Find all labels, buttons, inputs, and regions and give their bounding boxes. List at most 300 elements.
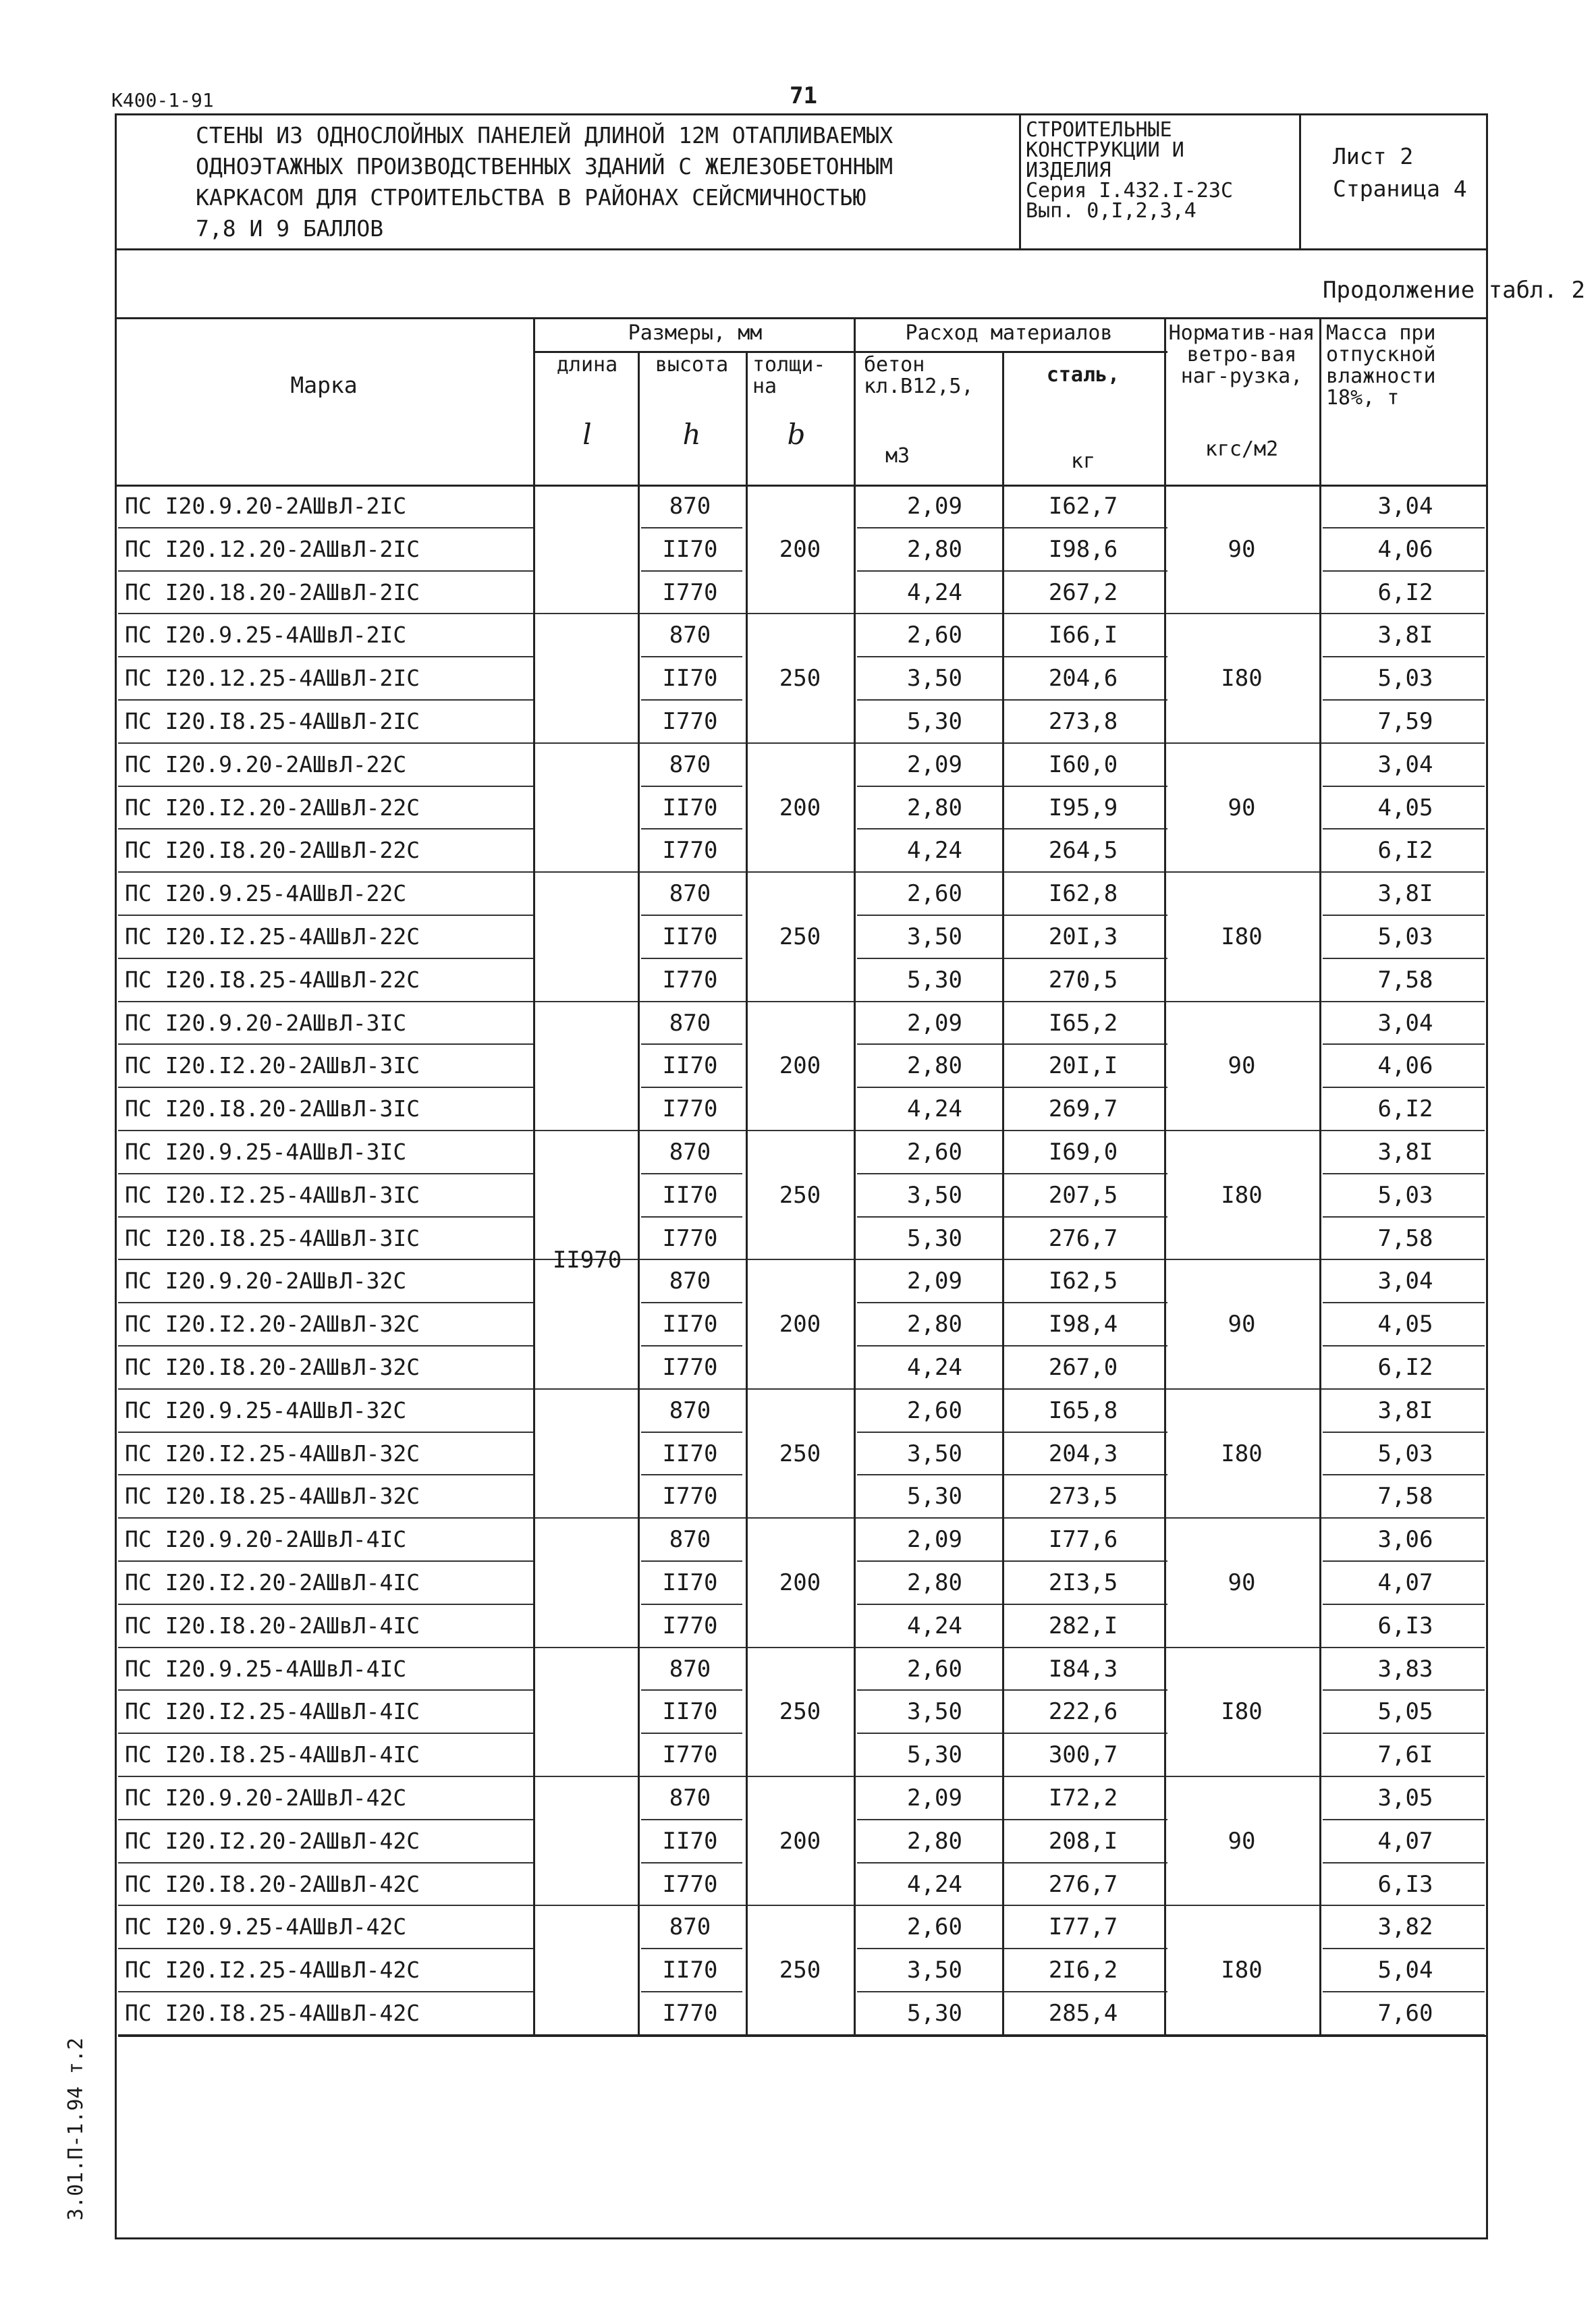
col-materials-header: Расход материалов: [905, 321, 1113, 345]
cell-mass: 5,03: [1377, 665, 1433, 692]
row-rule: [118, 1087, 533, 1088]
cell-h: II70: [662, 1698, 718, 1726]
column-rule: [638, 351, 640, 2035]
symbol-l: l: [582, 418, 592, 451]
cell-concrete: 4,24: [907, 578, 962, 606]
row-rule: [1323, 1087, 1485, 1088]
cell-mass: 4,05: [1377, 1311, 1433, 1338]
cell-concrete: 2,80: [907, 1569, 962, 1596]
cell-steel: 267,2: [1048, 578, 1118, 606]
cell-concrete: 3,50: [907, 1181, 962, 1209]
cell-h: 870: [669, 1268, 711, 1295]
row-rule: [641, 1087, 742, 1088]
column-rule: [1002, 351, 1004, 2035]
cell-steel: I66,I: [1048, 622, 1118, 649]
cell-h: I770: [662, 1741, 718, 1769]
cell-mass: 7,6I: [1377, 1741, 1433, 1769]
title-line: СТЕНЫ ИЗ ОДНОСЛОЙНЫХ ПАНЕЛЕЙ ДЛИНОЙ 12М ОТАПЛИВАЕМЫХ: [196, 122, 893, 148]
cell-mass: 3,06: [1377, 1526, 1433, 1554]
cell-steel: I62,8: [1048, 880, 1118, 908]
row-rule: [641, 1819, 742, 1820]
cell-mass: 3,04: [1377, 751, 1433, 778]
row-rule: [857, 699, 1167, 701]
cell-mark: ПС I20.9.20-2АШвЛ-32С: [125, 1268, 407, 1295]
cell-mark: ПС I20.12.25-4АШвЛ-2IС: [125, 665, 420, 692]
cell-h: II70: [662, 1827, 718, 1855]
row-rule: [118, 1647, 1485, 1648]
cell-h: II70: [662, 665, 718, 692]
cell-mass: 5,03: [1377, 1440, 1433, 1467]
row-rule: [1323, 1689, 1485, 1691]
col-height-header: высота: [655, 353, 729, 377]
col-mark-header: Марка: [290, 372, 358, 398]
row-rule: [1323, 570, 1485, 572]
row-rule: [1323, 1862, 1485, 1863]
cell-h: I770: [662, 578, 718, 606]
row-rule: [118, 1130, 1485, 1131]
cell-steel: 273,5: [1048, 1483, 1118, 1511]
cell-mark: ПС I20.9.20-2АШвЛ-22С: [125, 751, 407, 778]
cell-steel: 204,6: [1048, 665, 1118, 692]
cell-h: 870: [669, 1009, 711, 1037]
cell-mark: ПС I20.I2.25-4АШвЛ-42С: [125, 1957, 420, 1984]
header-divider: [1299, 113, 1301, 248]
row-rule: [641, 527, 742, 528]
row-rule: [1323, 1432, 1485, 1433]
cell-mark: ПС I20.9.20-2АШвЛ-3IС: [125, 1009, 407, 1036]
cell-concrete: 2,80: [907, 794, 962, 821]
cell-concrete: 2,60: [907, 1655, 962, 1683]
cell-mark: ПС I20.I2.20-2АШвЛ-42С: [125, 1827, 420, 1854]
cell-h: II70: [662, 1440, 718, 1467]
cell-concrete: 5,30: [907, 708, 962, 735]
group-wind: I80: [1221, 1181, 1263, 1209]
unit-kg: кг: [1070, 450, 1096, 473]
cell-concrete: 2,09: [907, 1268, 962, 1295]
page-label: Страница 4: [1333, 175, 1467, 202]
column-rule: [1164, 317, 1166, 2035]
cell-h: I770: [662, 708, 718, 735]
row-rule: [118, 1302, 533, 1303]
row-rule: [641, 1173, 742, 1174]
cell-mass: 7,58: [1377, 966, 1433, 994]
row-rule: [1323, 1991, 1485, 1992]
row-rule: [1323, 1043, 1485, 1045]
cell-steel: I98,4: [1048, 1311, 1118, 1338]
cell-mark: ПС I20.I8.25-4АШвЛ-3IС: [125, 1224, 420, 1251]
group-wind: 90: [1228, 1052, 1256, 1080]
unit-wind: кгс/м2: [1205, 437, 1279, 461]
cell-steel: 285,4: [1048, 2000, 1118, 2027]
row-rule: [118, 1474, 533, 1475]
cell-concrete: 4,24: [907, 1095, 962, 1123]
series-line: СТРОИТЕЛЬНЫЕ: [1026, 118, 1172, 142]
cell-steel: I84,3: [1048, 1655, 1118, 1683]
cell-mark: ПС I20.I8.25-4АШвЛ-2IС: [125, 708, 420, 734]
cell-mark: ПС I20.I2.25-4АШвЛ-4IС: [125, 1698, 420, 1725]
cell-steel: I77,7: [1048, 1913, 1118, 1941]
cell-mark: ПС I20.I8.20-2АШвЛ-3IС: [125, 1095, 420, 1122]
row-rule: [118, 1776, 1485, 1777]
row-rule: [857, 1560, 1167, 1562]
series-line: Серия I.432.I-23С: [1026, 179, 1234, 202]
row-rule: [118, 1689, 533, 1691]
col-steel-header: сталь,: [1046, 363, 1120, 387]
row-rule: [118, 1043, 533, 1045]
group-thickness: 250: [779, 923, 821, 950]
row-rule: [857, 1432, 1167, 1433]
side-code: 3.01.П-1.94 т.2: [64, 2038, 88, 2221]
row-rule: [857, 1216, 1167, 1218]
cell-h: 870: [669, 880, 711, 908]
cell-mark: ПС I20.12.20-2АШвЛ-2IС: [125, 535, 420, 562]
cell-h: 870: [669, 493, 711, 520]
row-rule: [118, 1905, 1485, 1906]
row-rule: [118, 1733, 533, 1734]
cell-mark: ПС I20.I2.20-2АШвЛ-32С: [125, 1311, 420, 1338]
cell-mass: 3,82: [1377, 1913, 1433, 1941]
cell-mass: 3,8I: [1377, 880, 1433, 908]
row-rule: [118, 1819, 533, 1820]
group-wind: I80: [1221, 923, 1263, 950]
cell-concrete: 2,60: [907, 622, 962, 649]
title-line: КАРКАСОМ ДЛЯ СТРОИТЕЛЬСТВА В РАЙОНАХ СЕЙСМИЧНОСТЬЮ: [196, 184, 866, 211]
row-rule: [857, 786, 1167, 787]
series-line: КОНСТРУКЦИИ И: [1026, 138, 1184, 162]
group-thickness: 250: [779, 1698, 821, 1726]
row-rule: [118, 1432, 533, 1433]
cell-mark: ПС I20.9.25-4АШвЛ-22С: [125, 880, 407, 907]
row-rule: [1323, 699, 1485, 701]
cell-mass: 5,04: [1377, 1957, 1433, 1984]
cell-mark: ПС I20.9.20-2АШвЛ-4IС: [125, 1526, 407, 1553]
cell-concrete: 2,80: [907, 535, 962, 563]
group-wind: I80: [1221, 1440, 1263, 1467]
cell-h: I770: [662, 1095, 718, 1123]
cell-mark: ПС I20.9.25-4АШвЛ-32С: [125, 1396, 407, 1423]
row-rule: [857, 656, 1167, 657]
series-block: [1026, 120, 1296, 221]
row-rule: [1323, 1345, 1485, 1346]
row-rule: [641, 1862, 742, 1863]
cell-mark: ПС I20.I2.20-2АШвЛ-4IС: [125, 1569, 420, 1596]
cell-mark: ПС I20.I2.25-4АШвЛ-3IС: [125, 1181, 420, 1208]
cell-steel: 282,I: [1048, 1612, 1118, 1639]
cell-steel: I60,0: [1048, 751, 1118, 778]
group-thickness: 250: [779, 1957, 821, 1984]
row-rule: [641, 1604, 742, 1605]
cell-steel: I95,9: [1048, 794, 1118, 821]
cell-mass: 6,I2: [1377, 1095, 1433, 1123]
cell-concrete: 2,09: [907, 1785, 962, 1812]
col-sizes-header: Размеры, мм: [628, 321, 763, 345]
row-rule: [118, 570, 533, 572]
cell-mass: 3,04: [1377, 1268, 1433, 1295]
row-rule: [641, 699, 742, 701]
cell-steel: 20I,I: [1048, 1052, 1118, 1080]
row-rule: [118, 699, 533, 701]
row-rule: [1323, 1733, 1485, 1734]
row-rule: [118, 1388, 1485, 1390]
subheader-rule: [857, 351, 1167, 353]
row-rule: [641, 1432, 742, 1433]
cell-h: II70: [662, 1311, 718, 1338]
header-bottom-rule: [115, 248, 1488, 250]
cell-steel: 300,7: [1048, 1741, 1118, 1769]
row-rule: [1323, 656, 1485, 657]
cell-concrete: 3,50: [907, 1440, 962, 1467]
cell-mark: ПС I20.9.25-4АШвЛ-2IС: [125, 622, 407, 649]
cell-mark: ПС I20.I8.20-2АШвЛ-32С: [125, 1354, 420, 1380]
cell-concrete: 4,24: [907, 1612, 962, 1639]
cell-h: I770: [662, 1224, 718, 1252]
cell-h: II70: [662, 1052, 718, 1080]
document-code: К400-1-91: [111, 89, 214, 111]
header-divider: [1019, 113, 1021, 248]
row-rule: [857, 1474, 1167, 1475]
cell-concrete: 3,50: [907, 665, 962, 692]
title-line: ОДНОЭТАЖНЫХ ПРОИЗВОДСТВЕННЫХ ЗДАНИЙ С ЖЕЛЕЗОБЕТОННЫМ: [196, 153, 893, 180]
group-thickness: 250: [779, 1181, 821, 1209]
cell-h: II70: [662, 1957, 718, 1984]
cell-concrete: 2,60: [907, 880, 962, 908]
cell-h: I770: [662, 966, 718, 994]
cell-concrete: 2,60: [907, 1913, 962, 1941]
row-rule: [857, 1173, 1167, 1174]
cell-steel: I65,8: [1048, 1396, 1118, 1424]
cell-steel: 204,3: [1048, 1440, 1118, 1467]
cell-steel: 264,5: [1048, 837, 1118, 865]
row-rule: [641, 915, 742, 916]
cell-concrete: 3,50: [907, 1698, 962, 1726]
row-rule: [641, 1991, 742, 1992]
cell-concrete: 2,80: [907, 1311, 962, 1338]
column-rule: [533, 317, 535, 2035]
symbol-h: h: [682, 418, 701, 451]
group-wind: I80: [1221, 1698, 1263, 1726]
col-concrete-header: бетон кл.В12,5,: [864, 353, 974, 398]
row-rule: [857, 1043, 1167, 1045]
cell-steel: 207,5: [1048, 1181, 1118, 1209]
cell-concrete: 3,50: [907, 1957, 962, 1984]
column-rule: [854, 317, 856, 2035]
cell-mass: 3,8I: [1377, 1396, 1433, 1424]
subheader-rule: [533, 351, 857, 353]
row-rule: [857, 1991, 1167, 1992]
cell-concrete: 5,30: [907, 966, 962, 994]
row-rule: [1323, 1819, 1485, 1820]
row-rule: [857, 527, 1167, 528]
table-bottom-rule: [118, 2035, 1488, 2037]
cell-h: 870: [669, 751, 711, 778]
row-rule: [1323, 1302, 1485, 1303]
cell-concrete: 2,80: [907, 1052, 962, 1080]
cell-steel: 20I,3: [1048, 923, 1118, 950]
cell-mass: 6,I2: [1377, 837, 1433, 865]
cell-concrete: 5,30: [907, 1483, 962, 1511]
group-wind: 90: [1228, 794, 1256, 821]
document-title: [196, 120, 1012, 244]
row-rule: [118, 1001, 1485, 1002]
cell-concrete: 3,50: [907, 923, 962, 950]
group-wind: 90: [1228, 1311, 1256, 1338]
cell-mark: ПС I20.9.25-4АШвЛ-3IС: [125, 1139, 407, 1165]
row-rule: [857, 1733, 1167, 1734]
cell-concrete: 4,24: [907, 1870, 962, 1898]
row-rule: [118, 1604, 533, 1605]
cell-mark: ПС I20.I8.20-2АШвЛ-22С: [125, 837, 420, 864]
group-thickness: 250: [779, 665, 821, 692]
cell-mass: 6,I2: [1377, 578, 1433, 606]
row-rule: [118, 1862, 533, 1863]
row-rule: [641, 786, 742, 787]
row-rule: [857, 1689, 1167, 1691]
cell-mark: ПС I20.I8.20-2АШвЛ-42С: [125, 1870, 420, 1897]
cell-mark: ПС I20.I2.20-2АШвЛ-3IС: [125, 1052, 420, 1079]
cell-h: 870: [669, 1139, 711, 1166]
cell-steel: 222,6: [1048, 1698, 1118, 1726]
cell-concrete: 2,60: [907, 1396, 962, 1424]
cell-h: I770: [662, 1483, 718, 1511]
cell-mark: ПС I20.9.25-4АШвЛ-42С: [125, 1913, 407, 1940]
row-rule: [857, 958, 1167, 959]
cell-steel: I69,0: [1048, 1139, 1118, 1166]
cell-concrete: 2,09: [907, 493, 962, 520]
cell-mass: 7,60: [1377, 2000, 1433, 2027]
row-rule: [118, 915, 533, 916]
row-rule: [118, 1259, 1485, 1260]
group-thickness: 200: [779, 1052, 821, 1080]
column-rule: [1319, 317, 1321, 2035]
cell-mass: 3,83: [1377, 1655, 1433, 1683]
row-rule: [641, 1689, 742, 1691]
cell-steel: 273,8: [1048, 708, 1118, 735]
row-rule: [118, 1345, 533, 1346]
cell-steel: I98,6: [1048, 535, 1118, 563]
cell-h: I770: [662, 1870, 718, 1898]
cell-mass: 3,04: [1377, 1009, 1433, 1037]
cell-concrete: 5,30: [907, 1224, 962, 1252]
row-rule: [118, 828, 533, 829]
group-thickness: 200: [779, 794, 821, 821]
cell-steel: I72,2: [1048, 1785, 1118, 1812]
row-rule: [118, 871, 1485, 873]
cell-mark: ПС I20.I2.25-4АШвЛ-32С: [125, 1440, 420, 1467]
row-rule: [118, 1560, 533, 1562]
row-rule: [118, 742, 1485, 744]
unit-m3: м3: [885, 444, 910, 468]
cell-h: 870: [669, 1785, 711, 1812]
row-rule: [857, 1862, 1167, 1863]
group-wind: I80: [1221, 1957, 1263, 1984]
cell-mass: 4,05: [1377, 794, 1433, 821]
cell-mass: 4,06: [1377, 535, 1433, 563]
group-wind: 90: [1228, 1827, 1256, 1855]
cell-h: I770: [662, 2000, 718, 2027]
cell-mark: ПС I20.9.20-2АШвЛ-2IС: [125, 493, 407, 519]
row-rule: [641, 958, 742, 959]
cell-steel: 2I3,5: [1048, 1569, 1118, 1596]
row-rule: [641, 656, 742, 657]
cell-h: I770: [662, 837, 718, 865]
row-rule: [1323, 786, 1485, 787]
row-rule: [118, 613, 1485, 614]
cell-steel: I62,7: [1048, 493, 1118, 520]
cell-concrete: 5,30: [907, 2000, 962, 2027]
cell-h: I770: [662, 1354, 718, 1381]
length-value: II970: [552, 1247, 622, 1274]
cell-mass: 3,05: [1377, 1785, 1433, 1812]
row-rule: [118, 1991, 533, 1992]
row-rule: [1323, 958, 1485, 959]
cell-mass: 5,05: [1377, 1698, 1433, 1726]
cell-concrete: 2,80: [907, 1827, 962, 1855]
row-rule: [118, 958, 533, 959]
col-mass-header: Масса при отпускной влажности 18%, т: [1326, 321, 1436, 410]
row-rule: [641, 1474, 742, 1475]
row-rule: [1323, 828, 1485, 829]
cell-steel: I77,6: [1048, 1526, 1118, 1554]
row-rule: [641, 1948, 742, 1949]
cell-mark: ПС I20.I8.25-4АШвЛ-32С: [125, 1483, 420, 1510]
row-rule: [118, 527, 533, 528]
cell-steel: I62,5: [1048, 1268, 1118, 1295]
page-number: 71: [790, 82, 817, 109]
cell-steel: 267,0: [1048, 1354, 1118, 1381]
cell-mark: ПС I20.I8.25-4АШвЛ-42С: [125, 2000, 420, 2026]
row-rule: [1323, 915, 1485, 916]
cell-h: 870: [669, 1526, 711, 1554]
cell-mass: 7,58: [1377, 1224, 1433, 1252]
cell-concrete: 4,24: [907, 837, 962, 865]
cell-concrete: 2,09: [907, 1526, 962, 1554]
row-rule: [641, 1302, 742, 1303]
cell-concrete: 4,24: [907, 1354, 962, 1381]
cell-h: II70: [662, 1181, 718, 1209]
cell-mark: ПС I20.I2.20-2АШвЛ-22С: [125, 794, 420, 821]
cell-concrete: 5,30: [907, 1741, 962, 1769]
group-thickness: 200: [779, 535, 821, 563]
column-rule: [746, 351, 748, 2035]
cell-concrete: 2,09: [907, 1009, 962, 1037]
cell-steel: 208,I: [1048, 1827, 1118, 1855]
row-rule: [857, 570, 1167, 572]
cell-mark: ПС I20.I8.20-2АШвЛ-4IС: [125, 1612, 420, 1639]
cell-mark: ПС I20.18.20-2АШвЛ-2IС: [125, 578, 420, 605]
cell-mass: 5,03: [1377, 923, 1433, 950]
row-rule: [641, 1043, 742, 1045]
row-rule: [1323, 1560, 1485, 1562]
cell-mass: 6,I2: [1377, 1354, 1433, 1381]
cell-steel: I65,2: [1048, 1009, 1118, 1037]
row-rule: [641, 570, 742, 572]
group-thickness: 200: [779, 1569, 821, 1596]
group-wind: I80: [1221, 665, 1263, 692]
continuation-label: Продолжение табл. 2: [1323, 277, 1585, 304]
cell-h: 870: [669, 1913, 711, 1941]
table-top-rule: [115, 317, 1488, 319]
title-line: 7,8 И 9 БАЛЛОВ: [196, 215, 384, 242]
cell-h: 870: [669, 1655, 711, 1683]
row-rule: [1323, 1948, 1485, 1949]
cell-mass: 3,04: [1377, 493, 1433, 520]
row-rule: [118, 1517, 1485, 1519]
cell-h: I770: [662, 1612, 718, 1639]
group-thickness: 200: [779, 1311, 821, 1338]
row-rule: [641, 1560, 742, 1562]
cell-mass: 3,8I: [1377, 622, 1433, 649]
cell-steel: 276,7: [1048, 1870, 1118, 1898]
